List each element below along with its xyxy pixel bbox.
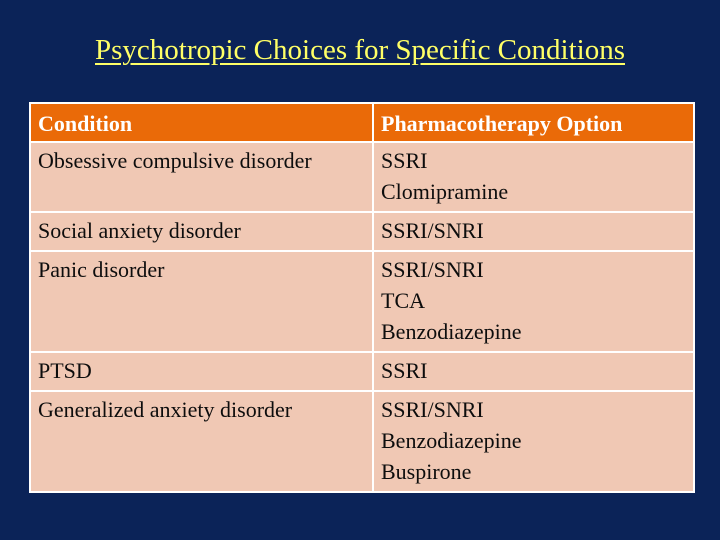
table-row bbox=[31, 390, 693, 491]
option-item: SSRI/SNRI bbox=[381, 397, 484, 422]
option-item: Buspirone bbox=[381, 459, 472, 484]
table-row bbox=[31, 141, 693, 211]
slide-title: Psychotropic Choices for Specific Conditions bbox=[95, 34, 625, 66]
options-cell bbox=[374, 143, 693, 211]
table-row bbox=[31, 250, 693, 351]
option-item: SSRI/SNRI bbox=[381, 257, 484, 282]
option-item: SSRI bbox=[381, 358, 428, 383]
conditions-table bbox=[29, 102, 695, 493]
condition-cell: Generalized anxiety disorder bbox=[31, 392, 374, 491]
header-pharmacotherapy-option: Pharmacotherapy Option bbox=[381, 111, 623, 136]
table-header-row bbox=[31, 104, 693, 141]
options-cell bbox=[374, 213, 693, 250]
option-item: Benzodiazepine bbox=[381, 428, 522, 453]
table-row bbox=[31, 351, 693, 390]
option-item: SSRI bbox=[381, 148, 428, 173]
condition-cell: Social anxiety disorder bbox=[31, 213, 374, 250]
condition-cell: Obsessive compulsive disorder bbox=[31, 143, 374, 211]
options-cell bbox=[374, 252, 693, 351]
table-row bbox=[31, 211, 693, 250]
options-cell bbox=[374, 392, 693, 491]
option-item: Clomipramine bbox=[381, 179, 509, 204]
options-cell bbox=[374, 353, 693, 390]
condition-cell: Panic disorder bbox=[31, 252, 374, 351]
condition-cell: PTSD bbox=[31, 353, 374, 390]
option-item: SSRI/SNRI bbox=[381, 218, 484, 243]
option-item: TCA bbox=[381, 288, 425, 313]
option-item: Benzodiazepine bbox=[381, 319, 522, 344]
header-condition: Condition bbox=[31, 104, 374, 141]
